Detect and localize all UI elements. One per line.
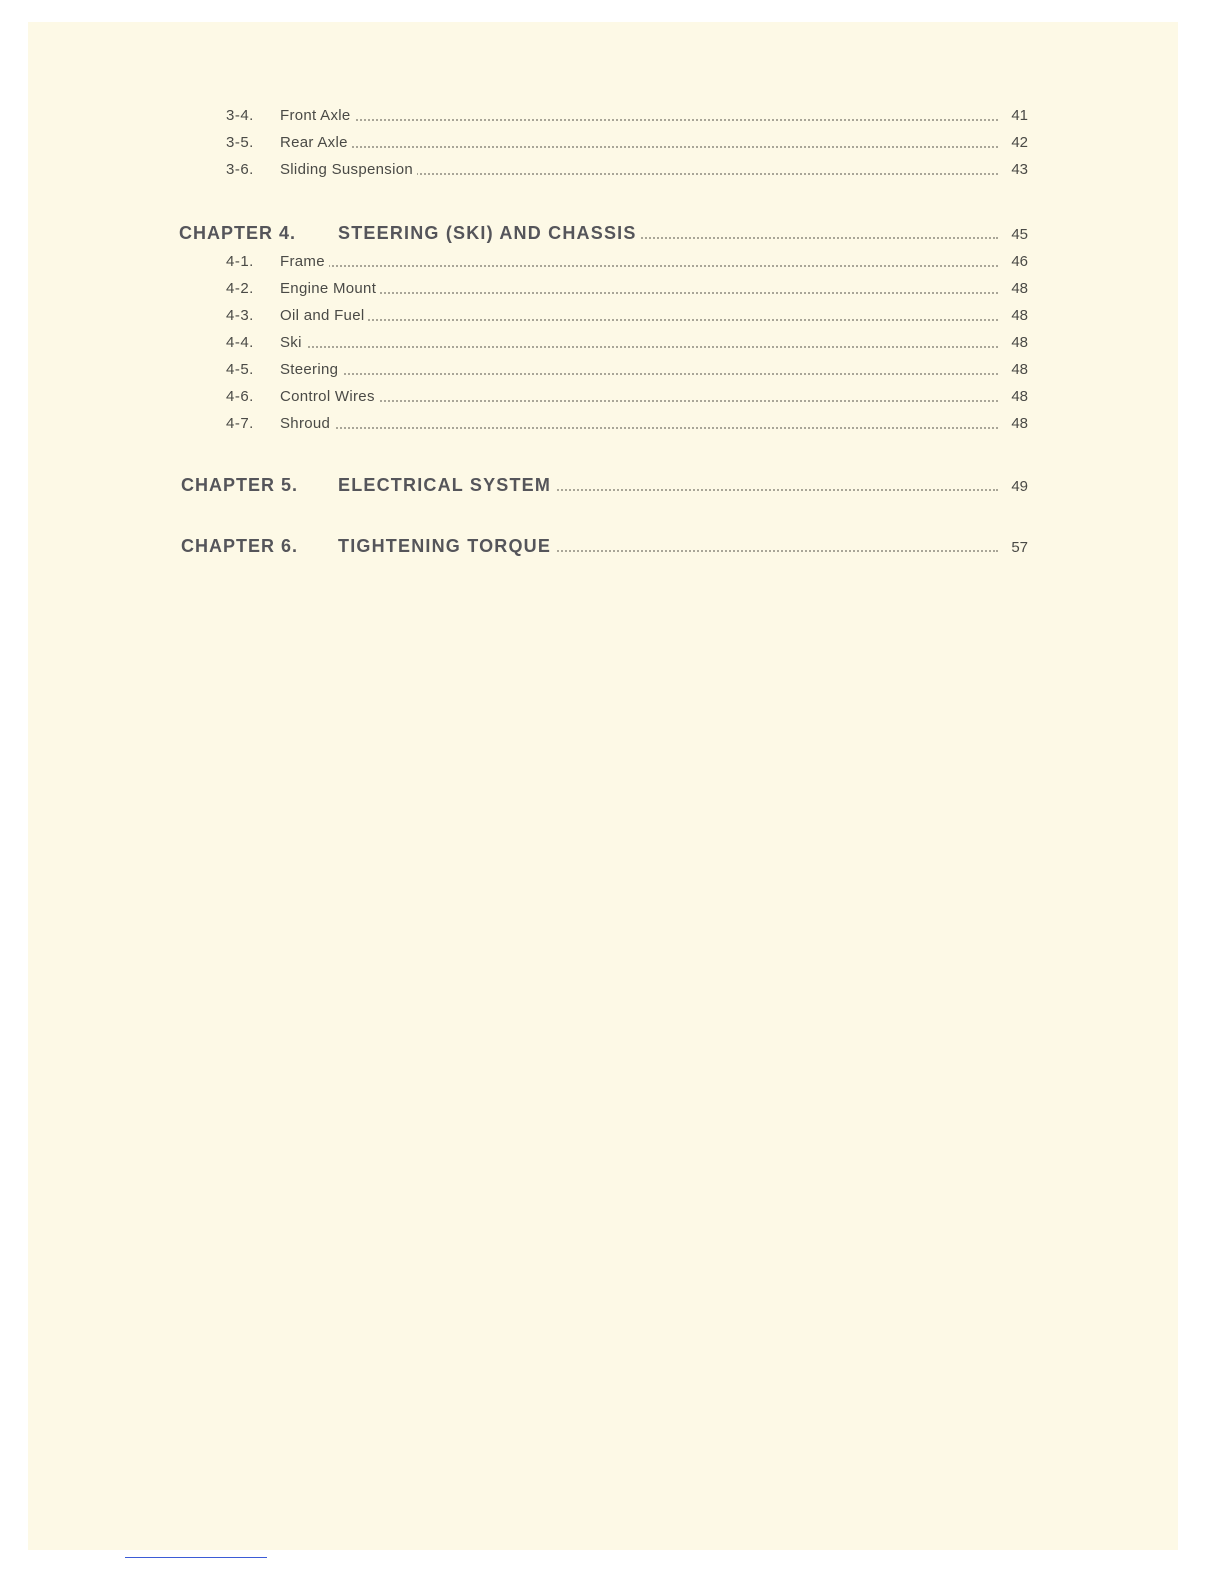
dot-leader <box>280 373 998 375</box>
section-number: 4-1. <box>226 253 254 270</box>
section-number: 3-4. <box>226 107 254 124</box>
section-number: 4-3. <box>226 307 254 324</box>
section-number: 4-4. <box>226 334 254 351</box>
section-number: 4-6. <box>226 388 254 405</box>
dot-leader <box>280 119 998 121</box>
toc-entry-4-6 <box>28 388 1178 408</box>
chapter-title: ELECTRICAL SYSTEM <box>338 475 555 496</box>
toc-chapter-4 <box>28 223 1178 247</box>
dot-leader <box>280 319 998 321</box>
page-number: 48 <box>1007 334 1028 351</box>
page-number: 43 <box>1007 161 1028 178</box>
page-number: 48 <box>1007 307 1028 324</box>
page-number: 48 <box>1007 415 1028 432</box>
page-number: 57 <box>1007 539 1028 556</box>
toc-entry-3-6 <box>28 161 1178 181</box>
section-title: Rear Axle <box>280 134 352 151</box>
toc-entry-3-5 <box>28 134 1178 154</box>
page-number: 48 <box>1007 280 1028 297</box>
section-title: Shroud <box>280 415 334 432</box>
dot-leader <box>280 292 998 294</box>
section-number: 3-6. <box>226 161 254 178</box>
section-title: Engine Mount <box>280 280 380 297</box>
section-title: Oil and Fuel <box>280 307 368 324</box>
section-number: 4-7. <box>226 415 254 432</box>
page-number: 45 <box>1007 226 1028 243</box>
dot-leader <box>280 427 998 429</box>
chapter-number: CHAPTER 6. <box>181 536 299 556</box>
section-number: 4-5. <box>226 361 254 378</box>
toc-entry-4-5 <box>28 361 1178 381</box>
toc-entry-4-2 <box>28 280 1178 300</box>
section-title: Frame <box>280 253 329 270</box>
section-title: Steering <box>280 361 342 378</box>
section-number: 4-2. <box>226 280 254 297</box>
chapter-title: TIGHTENING TORQUE <box>338 536 555 557</box>
page-number: 42 <box>1007 134 1028 151</box>
toc-entry-3-4 <box>28 107 1178 127</box>
toc-entry-4-3 <box>28 307 1178 327</box>
dot-leader <box>280 265 998 267</box>
footer-rule <box>125 1557 267 1558</box>
section-title: Sliding Suspension <box>280 161 417 178</box>
toc-entry-4-1 <box>28 253 1178 273</box>
toc-entry-4-7 <box>28 415 1178 435</box>
chapter-number: CHAPTER 4. <box>179 223 297 243</box>
page-number: 41 <box>1007 107 1028 124</box>
dot-leader <box>280 346 998 348</box>
toc-entry-4-4 <box>28 334 1178 354</box>
toc-chapter-5 <box>28 475 1178 499</box>
page-number: 48 <box>1007 361 1028 378</box>
section-number: 3-5. <box>226 134 254 151</box>
chapter-number: CHAPTER 5. <box>181 475 299 495</box>
section-title: Front Axle <box>280 107 355 124</box>
page-number: 46 <box>1007 253 1028 270</box>
chapter-title: STEERING (SKI) AND CHASSIS <box>338 223 641 244</box>
page-number: 48 <box>1007 388 1028 405</box>
section-title: Ski <box>280 334 306 351</box>
toc-chapter-6 <box>28 536 1178 560</box>
section-title: Control Wires <box>280 388 379 405</box>
dot-leader <box>280 400 998 402</box>
dot-leader <box>280 146 998 148</box>
page-number: 49 <box>1007 478 1028 495</box>
document-page <box>28 22 1178 1550</box>
